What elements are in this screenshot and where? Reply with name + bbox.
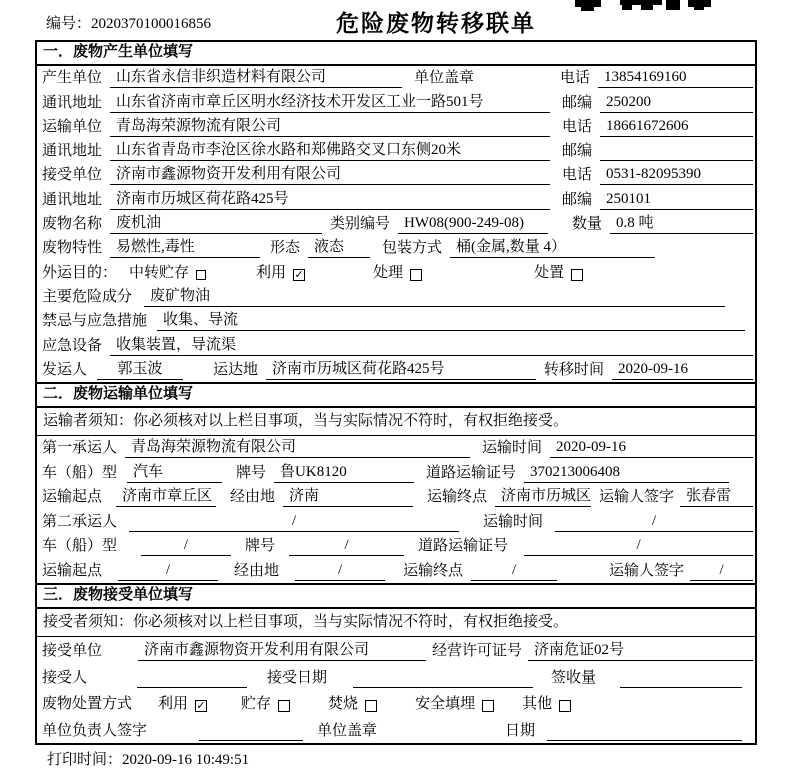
route2-signer-label: 运输人签字 (609, 562, 685, 579)
route1-via-label: 经由地 (230, 489, 276, 506)
form-state-label: 形态 (270, 240, 301, 257)
transport-time1-value: 2020-09-16 (550, 438, 753, 458)
route1-signer-label: 运输人签字 (599, 489, 675, 506)
sign-date-label: 日期 (505, 722, 536, 739)
plate2-value: / (289, 536, 404, 556)
quantity-value: 0.8 吨 (610, 214, 753, 234)
transport-time2-value: / (555, 512, 753, 532)
row-transfer-purpose (37, 260, 755, 284)
quantity-label: 数量 (572, 216, 603, 233)
vehicle-type2-label: 车（船）型 (42, 538, 118, 555)
section3-note: 接受者须知：你必须核对以上栏目事项，当与实际情况不符时，有权拒绝接受。 (37, 609, 755, 637)
transfer-time-label: 转移时间 (544, 361, 605, 378)
row-second-carrier (37, 509, 755, 534)
receiver-zip-value: 250101 (600, 190, 753, 210)
category-code-value: HW08(900-249-08) (398, 214, 548, 234)
purpose-option-storage-label: 中转贮存 (129, 264, 190, 281)
receiver-zip-label: 邮编 (562, 191, 593, 208)
producer-zip-value: 250200 (600, 93, 753, 113)
qr-code-fragment-icon (575, 0, 711, 11)
receiver-phone-value: 0531-82095390 (600, 165, 753, 185)
route1-end-value: 济南市历城区 (495, 487, 591, 507)
row-route1 (37, 485, 755, 510)
row-route2 (37, 558, 755, 583)
transporter-zip-value (600, 141, 753, 161)
accept-unit-label: 接受单位 (42, 643, 103, 660)
producer-value: 山东省永信非织造材料有限公司 (110, 68, 402, 88)
packing-label: 包装方式 (382, 240, 443, 257)
vehicle-type1-label: 车（船）型 (42, 464, 118, 481)
row-transporter-address (37, 139, 755, 163)
disposal-landfill-checkbox (482, 700, 494, 712)
waste-property-value: 易燃性,毒性 (110, 238, 260, 258)
route2-start-value: / (118, 561, 218, 581)
plate2-label: 牌号 (245, 538, 276, 555)
transporter-address-label: 通讯地址 (42, 143, 103, 160)
sign-amount-value (620, 668, 742, 688)
sign-date-value (547, 721, 742, 741)
route2-signer-value: / (690, 561, 753, 581)
category-code-label: 类别编号 (330, 216, 391, 233)
disposal-burn-label: 焚烧 (328, 696, 359, 713)
section2-note: 运输者须知：你必须核对以上栏目事项，当与实际情况不符时，有权拒绝接受。 (37, 408, 755, 436)
form-box (35, 40, 757, 745)
purpose-treat-checkbox (410, 269, 422, 281)
route2-start-label: 运输起点 (42, 562, 103, 579)
producer-phone-label: 电话 (560, 70, 591, 87)
transporter-address-value: 山东省青岛市李沧区徐水路和郑佛路交叉口东侧20米 (110, 141, 550, 161)
transfer-time-value: 2020-09-16 (612, 360, 753, 380)
section3-title: 三．废物接受单位填写 (37, 583, 755, 609)
transport-time2-label: 运输时间 (483, 513, 544, 530)
route2-end-value: / (471, 561, 557, 581)
destination-value: 济南市历城区荷花路425号 (266, 360, 536, 380)
row-vehicle2 (37, 534, 755, 559)
first-carrier-label: 第一承运人 (42, 440, 118, 457)
road-permit2-label: 道路运输证号 (418, 538, 509, 555)
vehicle-type1-value: 汽车 (127, 463, 222, 483)
form-state-value: 液态 (308, 238, 370, 258)
row-producer (37, 66, 755, 90)
disposal-use-checkbox: ✓ (196, 699, 206, 713)
producer-label: 产生单位 (42, 70, 103, 87)
purpose-option-treat-label: 处理 (373, 264, 404, 281)
waste-property-label: 废物特性 (42, 240, 103, 257)
purpose-storage-checkbox (196, 270, 206, 280)
disposal-landfill-label: 安全填埋 (415, 696, 476, 713)
second-carrier-value: / (129, 512, 459, 532)
purpose-use-checkbox: ✓ (294, 267, 304, 281)
emergency-equipment-label: 应急设备 (42, 337, 103, 354)
row-producer-address (37, 90, 755, 114)
page-title: 危险废物转移联单 (336, 11, 536, 36)
row-responsible-sign (37, 716, 755, 743)
print-time-value: 2020-09-16 10:49:51 (122, 752, 250, 768)
emergency-equipment-value: 收集装置，导流渠 (110, 336, 753, 356)
route1-start-label: 运输起点 (42, 489, 103, 506)
disposal-storage-label: 贮存 (241, 696, 272, 713)
accept-unit-value: 济南市鑫源物资开发利用有限公司 (138, 641, 426, 661)
section2-title: 二．废物运输单位填写 (37, 382, 755, 408)
plate1-label: 牌号 (236, 464, 267, 481)
row-waste-property (37, 236, 755, 260)
route1-signer-value: 张春雷 (680, 487, 753, 507)
disposal-burn-checkbox (365, 700, 377, 712)
print-time-line (47, 748, 249, 768)
row-emergency-equipment (37, 333, 755, 357)
receiver-address-value: 济南市历城区荷花路425号 (110, 190, 550, 210)
row-accept-unit (37, 637, 755, 664)
row-dispatcher (37, 358, 755, 382)
transporter-label: 运输单位 (42, 118, 103, 135)
responsible-sign-label: 单位负责人签字 (42, 722, 148, 739)
road-permit1-label: 道路运输证号 (426, 464, 517, 481)
row-acceptor (37, 663, 755, 690)
purpose-option-dispose-label: 处置 (534, 264, 565, 281)
unit-seal-label: 单位盖章 (414, 70, 475, 87)
route1-start-value: 济南市章丘区 (116, 487, 216, 507)
print-time-label: 打印时间： (47, 752, 123, 768)
serial-number: 2020370100016856 (91, 16, 212, 32)
waste-name-value: 废机油 (110, 214, 322, 234)
dispatcher-value: 郭玉波 (97, 360, 183, 380)
row-waste-name (37, 212, 755, 236)
acceptor-label: 接受人 (42, 669, 88, 686)
row-disposal-method (37, 690, 755, 717)
route2-via-value: / (295, 561, 385, 581)
row-transporter (37, 115, 755, 139)
license-label: 经营许可证号 (432, 643, 523, 660)
section1-title: 一．废物产生单位填写 (37, 42, 755, 66)
destination-label: 运达地 (213, 361, 259, 378)
transport-time1-label: 运输时间 (482, 440, 543, 457)
purpose-option-use-label: 利用 (256, 264, 287, 281)
taboo-measures-label: 禁忌与应急措施 (42, 313, 148, 330)
transporter-phone-value: 18661672606 (600, 117, 753, 137)
receiver-label: 接受单位 (42, 167, 103, 184)
transporter-zip-label: 邮编 (562, 143, 593, 160)
route2-via-label: 经由地 (234, 562, 280, 579)
road-permit1-value: 370213006408 (524, 463, 729, 483)
serial-label: 编号： (46, 16, 92, 32)
hazard-component-value: 废矿物油 (144, 287, 725, 307)
purpose-dispose-checkbox (571, 269, 583, 281)
waste-name-label: 废物名称 (42, 216, 103, 233)
disposal-other-label: 其他 (522, 696, 553, 713)
responsible-sign-value (199, 721, 303, 741)
second-carrier-label: 第二承运人 (42, 513, 118, 530)
route1-via-value: 济南 (283, 487, 413, 507)
vehicle-type2-value: / (141, 536, 231, 556)
row-receiver (37, 163, 755, 187)
row-hazard-component (37, 285, 755, 309)
acceptor-value (137, 668, 247, 688)
plate1-value: 鲁UK8120 (274, 463, 414, 483)
taboo-measures-value: 收集、导流 (157, 311, 745, 331)
disposal-use-label: 利用 (158, 696, 189, 713)
hazard-component-label: 主要危险成分 (42, 288, 133, 305)
transfer-purpose-label: 外运目的： (42, 264, 118, 281)
receiver-address-label: 通讯地址 (42, 191, 103, 208)
license-value: 济南危证02号 (528, 641, 753, 661)
disposal-other-checkbox (559, 700, 571, 712)
accept-date-value (353, 668, 533, 688)
producer-zip-label: 邮编 (562, 94, 593, 111)
row-receiver-address (37, 187, 755, 211)
row-taboo-measures (37, 309, 755, 333)
unit-seal2-label: 单位盖章 (317, 722, 378, 739)
road-permit2-value: / (524, 536, 753, 556)
producer-address-value: 山东省济南市章丘区明水经济技术开发区工业一路501号 (110, 93, 550, 113)
transporter-value: 青岛海荣源物流有限公司 (110, 117, 550, 137)
disposal-storage-checkbox (278, 700, 290, 712)
row-vehicle1 (37, 460, 755, 485)
receiver-phone-label: 电话 (562, 167, 593, 184)
packing-value: 桶(金属,数量 4） (450, 238, 655, 258)
producer-address-label: 通讯地址 (42, 94, 103, 111)
producer-phone-value: 13854169160 (598, 68, 753, 88)
route2-end-label: 运输终点 (403, 562, 464, 579)
receiver-value: 济南市鑫源物资开发利用有限公司 (110, 165, 550, 185)
row-first-carrier (37, 436, 755, 461)
sign-amount-label: 签收量 (551, 669, 597, 686)
accept-date-label: 接受日期 (267, 669, 328, 686)
disposal-method-label: 废物处置方式 (42, 696, 133, 713)
transporter-phone-label: 电话 (562, 118, 593, 135)
route1-end-label: 运输终点 (427, 489, 488, 506)
first-carrier-value: 青岛海荣源物流有限公司 (125, 438, 470, 458)
dispatcher-label: 发运人 (42, 361, 88, 378)
